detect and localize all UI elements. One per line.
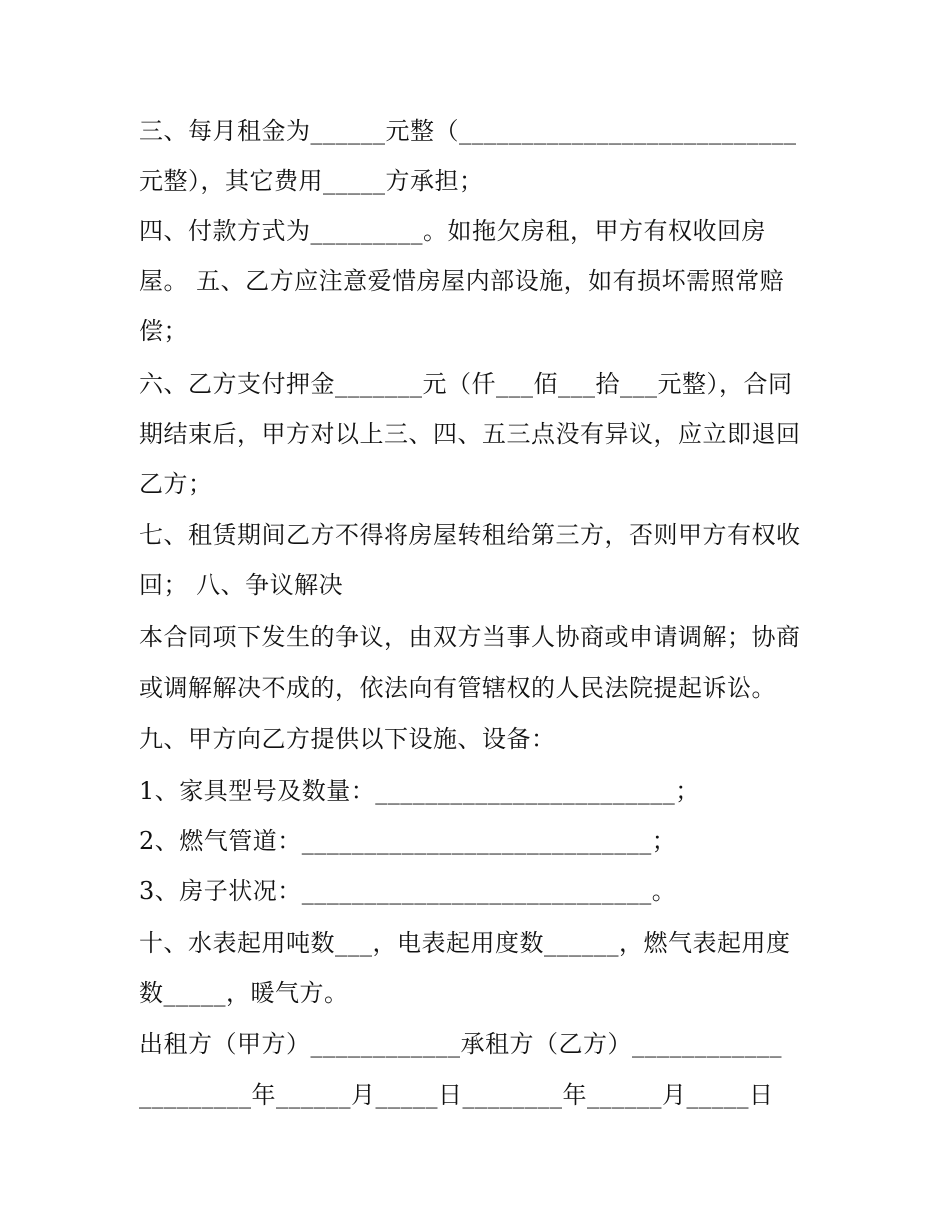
facility-item-1: 1、家具型号及数量：________________________； [139,777,700,805]
facility-item-3: 3、房子状况：____________________________。 [139,877,677,905]
clause-7-8-line: 回； 八、争议解决 [139,571,344,599]
clause-3-line-2: 元整），其它费用_____方承担； [139,167,484,195]
clause-4-line-1: 四、付款方式为_________。如拖欠房租，甲方有权收回房 [139,217,766,245]
clause-10-line-1: 十、水表起用吨数___，电表起用度数______，燃气表起用度 [139,929,791,957]
dispute-line-2: 或调解解决不成的，依法向有管辖权的人民法院提起诉讼。 [139,674,776,702]
facility-item-2: 2、燃气管道：____________________________； [139,827,677,855]
clause-6-line-1: 六、乙方支付押金_______元（仟___佰___拾___元整），合同 [139,370,793,398]
clause-4-5-line: 屋。 五、乙方应注意爱惜房屋内部设施，如有损坏需照常赔 [139,267,785,295]
dispute-line-1: 本合同项下发生的争议，由双方当事人协商或申请调解；协商 [139,623,801,651]
signature-parties-line: 出租方（甲方）____________承租方（乙方）____________ [139,1030,782,1058]
clause-5-line-2: 偿； [139,317,188,345]
clause-9-heading: 九、甲方向乙方提供以下设施、设备： [139,725,556,753]
clause-6-line-2: 期结束后，甲方对以上三、四、五三点没有异议，应立即退回 [139,420,801,448]
clause-10-line-2: 数_____，暖气方。 [139,979,349,1007]
signature-date-line: _________年______月_____日________年______月_____日 [139,1081,774,1109]
clause-6-line-3: 乙方； [139,470,213,498]
clause-3-line-1: 三、每月租金为______元整（___________________________ [139,117,797,145]
clause-7-line-1: 七、租赁期间乙方不得将房屋转租给第三方，否则甲方有权收 [139,521,801,549]
